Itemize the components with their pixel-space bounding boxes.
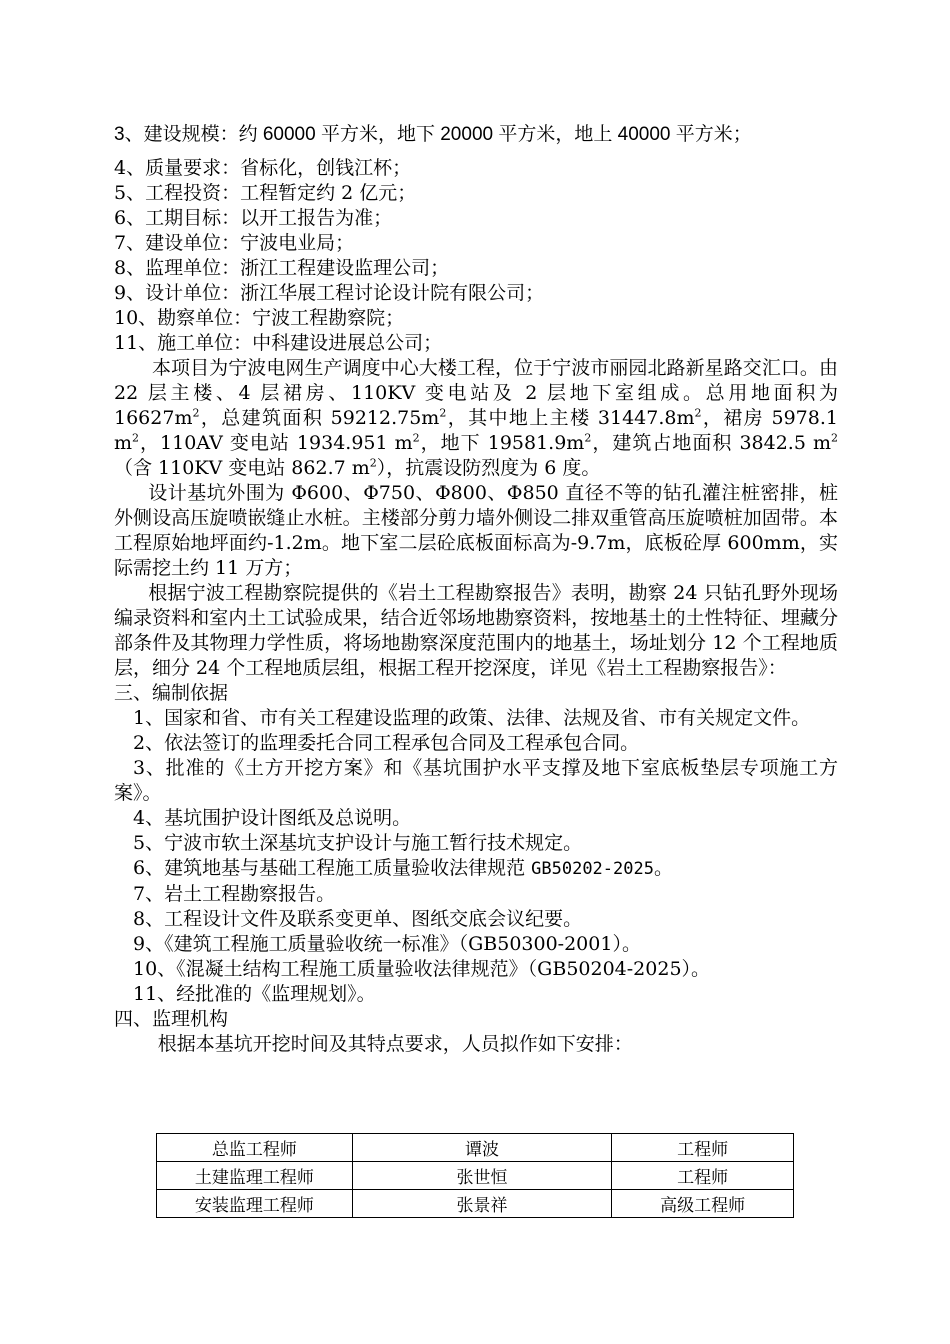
schedule-line: 6、工期目标：以开工报告为准；: [114, 207, 393, 229]
basis-item-6: 6、建筑地基与基础工程施工质量验收法律规范 GB50202-2025。: [133, 857, 673, 879]
title-cell: 高级工程师: [612, 1190, 794, 1218]
name-cell: 谭波: [352, 1134, 612, 1162]
title-cell: 工程师: [612, 1162, 794, 1190]
name-cell: 张景祥: [352, 1190, 612, 1218]
basis-item-7: 7、岩土工程勘察报告。: [133, 883, 336, 905]
designer-line: 9、设计单位：浙江华展工程讨论设计院有限公司；: [114, 282, 545, 304]
basis-item-4: 4、基坑围护设计图纸及总说明。: [133, 807, 412, 829]
role-cell: 安装监理工程师: [157, 1190, 353, 1218]
owner-line: 7、建设单位：宁波电业局；: [114, 232, 355, 254]
scale-line: [114, 122, 838, 147]
org-heading: 四、监理机构: [114, 1008, 229, 1030]
basis-item-10: 10、《混凝土结构工程施工质量验收法律规范》（GB50204-2025）。: [133, 958, 711, 980]
role-cell: 土建监理工程师: [157, 1162, 353, 1190]
investment-line: 5、工程投资：工程暂定约 2 亿元；: [114, 182, 417, 204]
quality-line: 4、质量要求：省标化，创钱江杯；: [114, 157, 412, 179]
basis-item-5: 5、宁波市软土深基坑支护设计与施工暂行技术规定。: [133, 832, 583, 854]
table-row: [157, 1134, 794, 1162]
foundation-paragraph: 设计基坑外围为 Φ600、Φ750、Φ800、Φ850 直径不等的钻孔灌注桩密排，桩外侧设高压旋喷嵌缝止水桩。主楼部分剪力墙外侧设二排双重管高压旋喷桩加固带。本工程原始地坪面约-1.2m。地下室二层砼底板面标高为-9.7m，底板砼厚 600mm，实际需挖土约 11 万方；: [114, 482, 838, 579]
contractor-line: 11、施工单位：中科建设进展总公司；: [114, 332, 443, 354]
staff-table: [156, 1133, 794, 1218]
basis-item-11: 11、经批准的《监理规划》。: [133, 983, 376, 1005]
project-overview-paragraph: 本项目为宁波电网生产调度中心大楼工程，位于宁波市丽园北路新星路交汇口。由 22 层主楼、4 层裙房、110KV 变电站及 2 层地下室组成。总用地面积为 $16627m^2$，总建筑面积 $59212.75m^2$，其中地上主楼 $31447.8m^2$，裙房 5978.1 $m^2$，110AV 变电站 1934.951 $m^2$，地下 $19581.9m^2$，建筑占地面积 3842.5 $m^2$（含 110KV 变电站 862.7 $m^2$），抗震设防烈度为 6 度。: [114, 357, 838, 479]
surveyor-line: 10、勘察单位：宁波工程勘察院；: [114, 307, 405, 329]
table-row: [157, 1190, 794, 1218]
survey-paragraph: 根据宁波工程勘察院提供的《岩土工程勘察报告》表明，勘察 24 只钻孔野外现场编录资料和室内土工试验成果，结合近邻场地勘察资料，按地基土的土性特征、埋藏分部条件及其物理力学性质，将场地勘察深度范围内的地基土，场址划分 12 个工程地质层，细分 24 个工程地质层组，根据工程开挖深度，详见《岩土工程勘察报告》：: [114, 582, 838, 679]
supervisor-line: 8、监理单位：浙江工程建设监理公司；: [114, 257, 450, 279]
basis-item-2: 2、依法签订的监理委托合同工程承包合同及工程承包合同。: [133, 732, 640, 754]
basis-item-1: 1、国家和省、市有关工程建设监理的政策、法律、法规及省、市有关规定文件。: [133, 707, 811, 729]
basis-item-3: 3、批准的《土方开挖方案》和《基坑围护水平支撑及地下室底板垫层专项施工方案》。: [114, 757, 838, 804]
basis-item-9: 9、《建筑工程施工质量验收统一标准》（GB50300-2001）。: [133, 933, 641, 955]
table-row: [157, 1162, 794, 1190]
name-cell: 张世恒: [352, 1162, 612, 1190]
document-body: [114, 122, 838, 1057]
basis-heading: 三、编制依据: [114, 682, 229, 704]
role-cell: 总监工程师: [157, 1134, 353, 1162]
scale-text: 3、建设规模：约 60000 平方米，地下 20000 平方米，地上 40000 平方米；: [114, 124, 752, 145]
basis-item-8: 8、工程设计文件及联系变更单、图纸交底会议纪要。: [133, 908, 583, 930]
title-cell: 工程师: [612, 1134, 794, 1162]
org-intro: 根据本基坑开挖时间及其特点要求，人员拟作如下安排：: [157, 1033, 633, 1055]
